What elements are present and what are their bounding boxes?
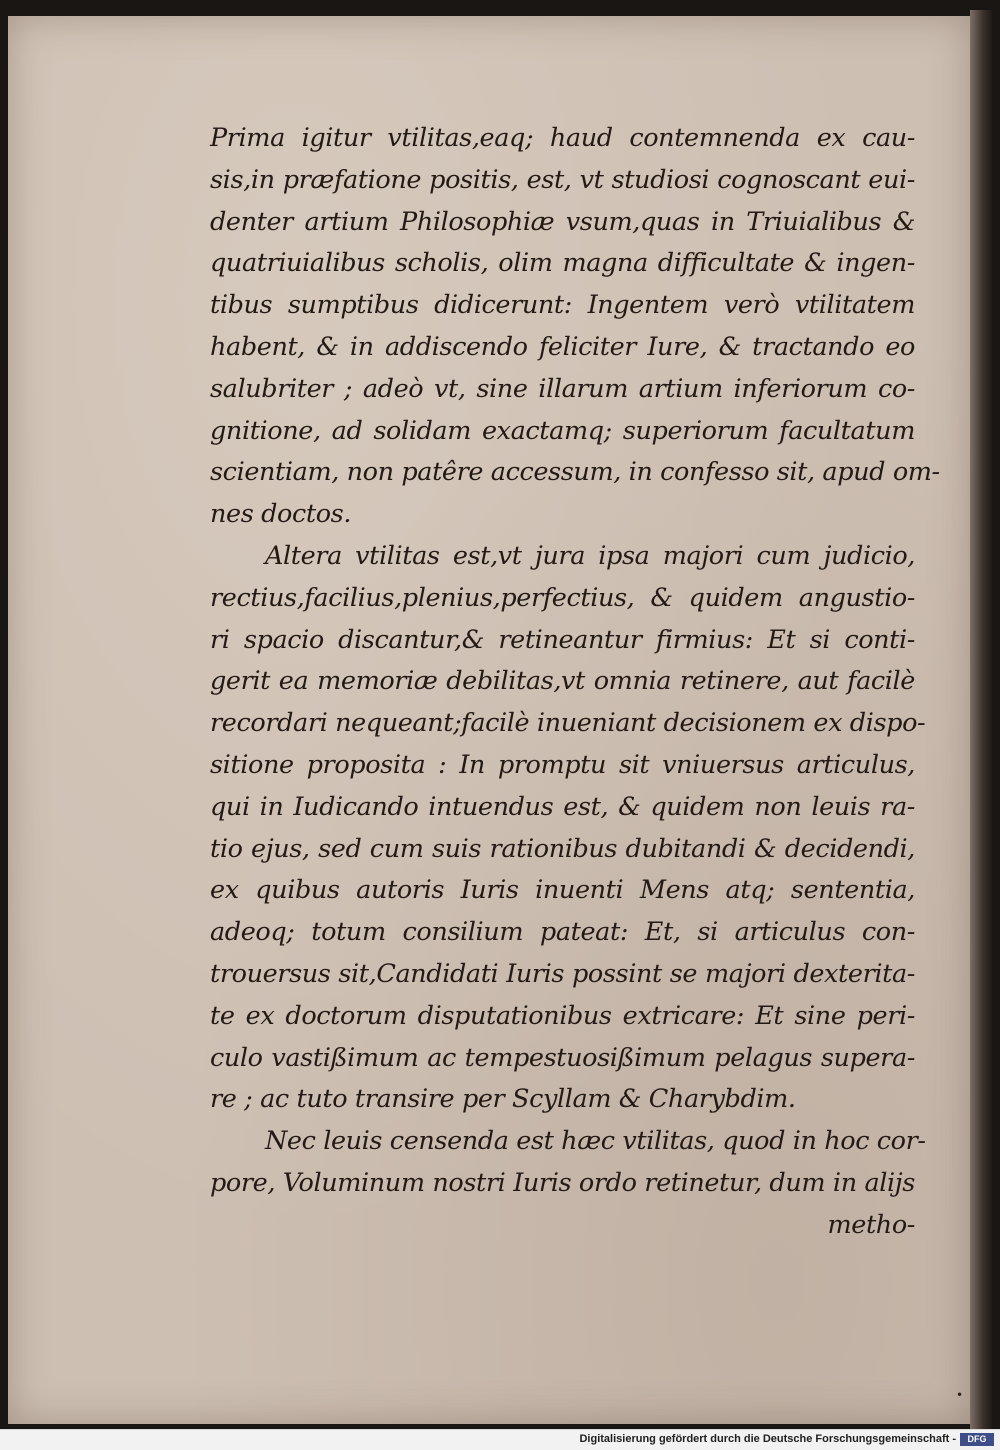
text-line: sis,in præfatione positis, est, vt studiosi cognoscant eui- xyxy=(210,164,915,195)
text-line: ex quibus autoris Iuris inuenti Mens atq; sententia, xyxy=(210,875,915,906)
dfg-logo[interactable]: DFG xyxy=(960,1433,994,1446)
paragraph-1 xyxy=(210,118,940,536)
text-line: scientiam, non patêre accessum, in confesso sit, apud om- xyxy=(210,457,940,488)
text-line: denter artium Philosophiæ vsum,quas in Triuialibus & xyxy=(210,206,915,237)
page-edge-shadow xyxy=(970,10,992,1430)
text-line: sitione proposita : In promptu sit vniuersus articulus, xyxy=(210,749,915,780)
text-line: gerit ea memoriæ debilitas,vt omnia retinere, aut facilè xyxy=(210,666,915,697)
text-line: qui in Iudicando intuendus est, & quidem non leuis ra- xyxy=(210,791,915,822)
paragraph-3 xyxy=(210,1121,926,1246)
text-line: rectius,facilius,plenius,perfectius, & quidem angustio- xyxy=(210,582,915,613)
text-line: re ; ac tuto transire per Scyllam & Charybdim. xyxy=(210,1084,796,1115)
text-line: adeoq; totum consilium pateat: Et, si articulus con- xyxy=(210,917,915,948)
text-line: habent, & in addiscendo feliciter Iure, & tractando eo xyxy=(210,331,915,362)
paragraph-2 xyxy=(210,536,926,1121)
footer-bar xyxy=(0,1429,1000,1450)
text-line: pore, Voluminum nostri Iuris ordo retinetur, dum in alijs xyxy=(210,1167,915,1198)
catchword: metho- xyxy=(827,1209,915,1240)
text-line: nes doctos. xyxy=(210,499,352,530)
text-line: te ex doctorum disputationibus extricare: Et sine peri- xyxy=(210,1000,915,1031)
text-line: Altera vtilitas est,vt jura ipsa majori cum judicio, xyxy=(265,540,915,571)
text-line: trouersus sit,Candidati Iuris possint se majori dexterita- xyxy=(210,958,915,989)
footer-credit: Digitalisierung gefördert durch die Deutsche Forschungsgemeinschaft - xyxy=(579,1433,956,1445)
body-text xyxy=(210,118,940,1247)
text-line: tio ejus, sed cum suis rationibus dubitandi & decidendi, xyxy=(210,833,915,864)
text-line: quatriuialibus scholis, olim magna difficultate & ingen- xyxy=(210,248,915,279)
text-line: gnitione, ad solidam exactamq; superiorum facultatum xyxy=(210,415,915,446)
text-line: Prima igitur vtilitas,eaq; haud contemnenda ex cau- xyxy=(210,123,915,153)
page-ink-mark: • xyxy=(956,1388,964,1402)
text-line: recordari nequeant;facilè inueniant decisionem ex dispo- xyxy=(210,708,926,739)
text-line: culo vastißimum ac tempestuosißimum pelagus supera- xyxy=(210,1042,915,1073)
text-line: ri spacio discantur,& retineantur firmius: Et si conti- xyxy=(210,624,915,655)
text-line: tibus sumptibus didicerunt: Ingentem verò vtilitatem xyxy=(210,290,915,321)
text-line: Nec leuis censenda est hæc vtilitas, quod in hoc cor- xyxy=(265,1126,926,1157)
text-line: salubriter ; adeò vt, sine illarum artium inferiorum co- xyxy=(210,373,915,404)
